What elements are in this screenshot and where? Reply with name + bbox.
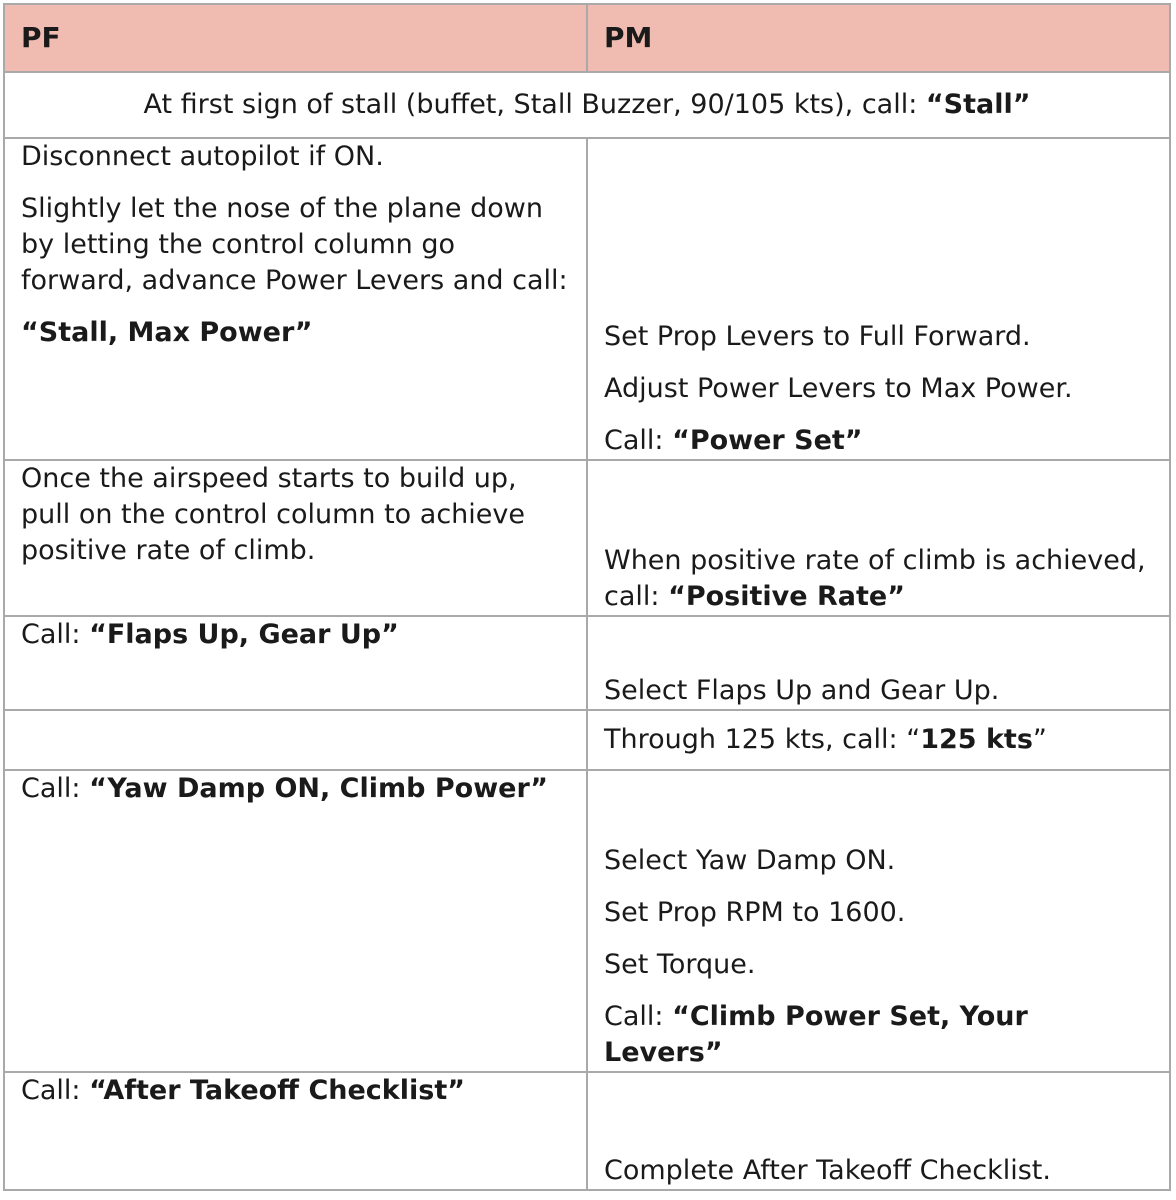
step-text: Call: [604, 425, 673, 456]
table-row [4, 616, 1170, 710]
step-text: When positive rate of climb is achieved, call: [604, 545, 1146, 612]
pf-cell [4, 770, 587, 1072]
step-text-after: ” [1032, 724, 1047, 755]
pm-step: Select Flaps Up and Gear Up. [604, 675, 1000, 706]
table-row [4, 1072, 1170, 1190]
callout-text: “Flaps Up, Gear Up” [89, 619, 399, 650]
stall-recovery-table [3, 3, 1171, 1191]
callout-text: 125 kts [920, 724, 1033, 755]
callout-text: “Yaw Damp ON, Climb Power” [89, 773, 549, 804]
pm-cell [587, 710, 1170, 770]
table-row [4, 710, 1170, 770]
pm-step [604, 423, 1153, 459]
callout-text: “Power Set” [672, 425, 863, 456]
table-row [4, 138, 1170, 460]
pm-cell [587, 138, 1170, 460]
pf-step [21, 617, 570, 653]
pf-cell [4, 1072, 587, 1190]
step-text: Call: [21, 1075, 90, 1106]
pm-step: Complete After Takeoff Checklist. [604, 1155, 1051, 1186]
pm-step: Select Yaw Damp ON. [604, 845, 896, 876]
pf-step: Disconnect autopilot if ON. [21, 141, 384, 172]
pm-column-header: PM [587, 4, 1170, 72]
table-row [4, 770, 1170, 1072]
pf-callout [21, 315, 570, 351]
callout-text: “After Takeoff Checklist” [89, 1075, 465, 1106]
pf-cell [4, 460, 587, 616]
pf-cell-empty [4, 710, 587, 770]
pf-cell [4, 616, 587, 710]
callout-text: “Climb Power Set, Your Levers” [604, 1001, 1028, 1068]
pm-cell [587, 1072, 1170, 1190]
pm-cell [587, 770, 1170, 1072]
stall-banner-text: At first sign of stall (buffet, Stall Buzzer, 90/105 kts), call: [143, 89, 926, 120]
callout-text: “Stall, Max Power” [21, 317, 313, 348]
pf-column-header: PF [4, 4, 587, 72]
step-text: Through 125 kts, call: “ [604, 724, 921, 755]
pm-step [604, 722, 1153, 758]
pm-cell [587, 460, 1170, 616]
callout-text: “Positive Rate” [668, 581, 905, 612]
pf-cell [4, 138, 587, 460]
pf-step: Once the airspeed starts to build up, pull on the control column to achieve positive rate of climb. [21, 463, 525, 566]
pm-step [604, 543, 1153, 615]
step-text: Call: [21, 619, 90, 650]
pf-step [21, 771, 570, 807]
pm-step [604, 999, 1153, 1071]
pf-step [21, 1073, 570, 1109]
step-text: Call: [604, 1001, 673, 1032]
pm-step: Adjust Power Levers to Max Power. [604, 373, 1073, 404]
stall-banner-row [4, 72, 1170, 138]
pm-step: Set Torque. [604, 949, 756, 980]
pm-step: Set Prop Levers to Full Forward. [604, 321, 1031, 352]
pm-step: Set Prop RPM to 1600. [604, 897, 906, 928]
pm-cell [587, 616, 1170, 710]
header-row [4, 4, 1170, 72]
pf-step: Slightly let the nose of the plane down by letting the control column go forward, advance Power Levers and call: [21, 193, 568, 296]
stall-banner-cell [4, 72, 1170, 138]
table-row [4, 460, 1170, 616]
step-text: Call: [21, 773, 90, 804]
stall-callout: “Stall” [925, 89, 1031, 120]
